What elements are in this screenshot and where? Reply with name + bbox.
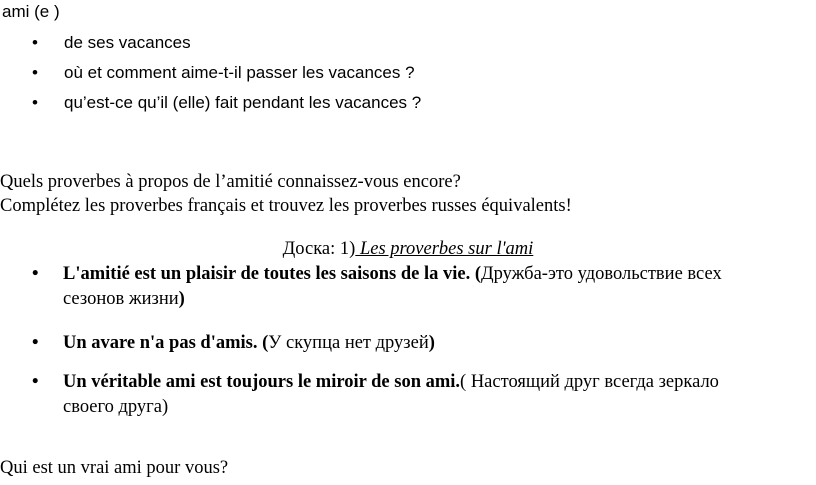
topic-text: où et comment aime-t-il passer les vacances ? — [64, 63, 415, 82]
board-prefix: Доска: 1) — [282, 239, 356, 259]
question-true-friend: Qui est un vrai ami pour vous? — [0, 458, 229, 478]
proverb-translation: своего друга) — [63, 397, 169, 417]
bullet-icon: • — [32, 264, 39, 284]
list-item — [0, 63, 816, 85]
instruction-text: Complétez les proverbes français et trouvez les proverbes russes équivalents! — [0, 196, 572, 216]
board-heading — [0, 239, 816, 260]
board-title: Les proverbes sur l'ami — [355, 239, 534, 259]
question-proverbs: Quels proverbes à propos de l’amitié connaissez-vous encore? — [0, 172, 461, 192]
bullet-icon: • — [32, 372, 39, 392]
list-item — [0, 33, 816, 55]
list-item — [0, 333, 816, 357]
topic-text: de ses vacances — [64, 33, 191, 52]
list-item — [0, 372, 816, 422]
intro-line: ami (e ) — [2, 2, 60, 21]
topic-text: qu’est-ce qu’il (elle) fait pendant les vacances ? — [64, 93, 422, 112]
bullet-icon: • — [32, 63, 38, 82]
proverb-text: L'amitié est un plaisir de toutes les saisons de la vie. (Дружба-это удовольствие всех — [63, 264, 722, 284]
list-item — [0, 93, 816, 115]
proverb-text: Un avare n'a pas d'amis. (У скупца нет друзей) — [63, 333, 435, 353]
bullet-icon: • — [32, 333, 39, 353]
bullet-icon: • — [32, 33, 38, 52]
list-item — [0, 264, 816, 314]
proverb-text: Un véritable ami est toujours le miroir de son ami.( Настоящий друг всегда зеркало — [63, 372, 719, 392]
proverb-translation: сезонов жизни) — [63, 289, 185, 309]
bullet-icon: • — [32, 93, 38, 112]
